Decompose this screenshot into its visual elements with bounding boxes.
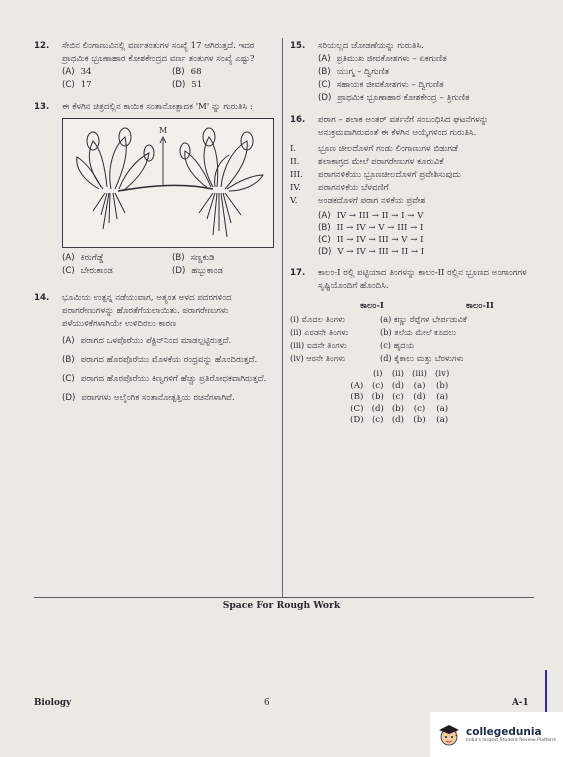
answer-row-b: (B) (b) (c) (d) (a): [350, 392, 449, 402]
question-14: [34, 292, 276, 405]
question-12: [34, 40, 276, 92]
option-c: (C) ಸಹಾಯಕ ಜೀವಕೋಶಗಳು – ದ್ವಿಗುಣಿತ: [318, 80, 444, 90]
options: [62, 252, 276, 278]
options: [318, 210, 534, 258]
match-row: (i) ಮೊದಲ ತಿಂಗಳು (a) ಕಣ್ಣು ರೆಪ್ಪೆಗಳ ಬೇರ್ಪಡುವಿಕೆ: [290, 314, 467, 324]
match-row: (iv) ಆರನೇ ತಿಂಗಳು (d) ಕೈಕಾಲು ಮತ್ತು ಬೆರಳುಗಳು: [290, 353, 464, 363]
logo-tagline: India's largest Student Review Platform: [466, 738, 557, 743]
logo-brand: collegedunia: [466, 726, 542, 738]
right-column: [290, 40, 534, 427]
option-a: (A) ಪ್ರತಿಮುಖ ಜೀವಕೋಶಗಳು – ಏಕಗುಣಿತ: [318, 54, 447, 64]
statement-ii: II. ಶಲಾಕಾಗ್ರದ ಮೇಲೆ ಪರಾಗರೇಣುಗಳ ಕೂರುವಿಕೆ: [290, 157, 444, 167]
match-row: (iii) ಐದನೇ ತಿಂಗಳು (c) ಹೃದಯ: [290, 340, 415, 350]
option-b: (B) II → IV → V → III → I: [318, 223, 424, 233]
statement-v: V. ಅಂಡಕದೊಳಗೆ ಪರಾಗ ನಳಿಕೆಯ ಪ್ರವೇಶ: [290, 196, 426, 206]
option-c: (C) II → IV → III → V → I: [318, 235, 424, 245]
option-a: (A) 34: [62, 67, 92, 77]
question-number: 15.: [290, 41, 306, 51]
question-number: 17.: [290, 268, 306, 278]
answer-row-c: (C) (d) (b) (c) (a): [350, 403, 449, 414]
option-d: (D) V → IV → III → II → I: [318, 247, 425, 257]
options: [62, 66, 276, 92]
question-number: 14.: [34, 293, 50, 303]
question-17: [290, 267, 534, 427]
option-a: (A) ಕಿರುಗೆಡ್ಡೆ: [62, 253, 104, 263]
question-16: [290, 114, 534, 258]
footer-subject: Biology: [34, 698, 72, 708]
statement-i: I. ಭ್ರೂಣ ಚೀಲದೊಳಗೆ ಗಂಡು ಲಿಂಗಾಣುಗಳ ಬಿಡುಗಡೆ: [290, 144, 458, 154]
question-text: ಸರಿಯಲ್ಲದ ಜೋಡಣೆಯನ್ನು ಗುರುತಿಸಿ.: [318, 41, 424, 51]
options: [318, 53, 534, 105]
answer-header-row: (i) (ii) (iii) (iv): [372, 369, 450, 379]
statements: [290, 143, 534, 208]
option-d: (D) ಪರಾಗಗಳು ಅಲೈಂಗಿಕ ಸಂತಾನೋತ್ಪತ್ತಿಯ ರಚನೆಗಳಾಗಿವೆ.: [62, 393, 235, 403]
water-hyacinth-illustration: [63, 119, 273, 247]
option-b: (B) ಯುಗ್ಮ – ದ್ವಿಗುಣಿತ: [318, 67, 390, 77]
question-number: 12.: [34, 41, 50, 51]
question-number: 16.: [290, 115, 306, 125]
statement-iii: III. ಪರಾಗನಳಿಕೆಯು ಭ್ರೂಣಚೀಲದೊಳಗೆ ಪ್ರವೇಶಿಸುವುದು: [290, 170, 461, 180]
match-row: (ii) ಎರಡನೇ ತಿಂಗಳು (b) ತಲೆಯ ಮೇಲೆ ಕೂದಲು: [290, 327, 457, 337]
answer-row-d: (D) (c) (d) (b) (a): [350, 415, 449, 425]
option-b: (B) 68: [172, 67, 202, 77]
options: [62, 335, 276, 405]
margin-accent-bar: [545, 670, 547, 716]
rough-work-divider: [34, 597, 534, 598]
statement-iv: IV. ಪರಾಗನಳಿಕೆಯ ಬೆಳವಣಿಗೆ: [290, 183, 389, 193]
question-15: [290, 40, 534, 105]
match-columns-header: [318, 299, 534, 313]
column-divider: [282, 38, 283, 598]
question-text: ಸೇಬಿನ ಲಿಂಗಾಣುವಿನಲ್ಲಿ ವರ್ಣತಂತುಗಳ ಸಂಖ್ಯೆ 17 ಆಗಿರುತ್ತದೆ. ಇದರ ಪ್ರಾಥಮಿಕ ಭ್ರೂಣಾಹಾರ ಕೋಶಕೇಂದ್ರದ ವರ್ಣ ತಂತುಗಳ ಸಂಖ್ಯೆ ಎಷ್ಟು?: [62, 41, 255, 64]
option-d: (D) ಪ್ರಾಥಮಿಕ ಭ್ರೂಣಾಹಾರ ಕೋಶಕೇಂದ್ರ – ತ್ರಿಗುಣಿತ: [318, 93, 470, 103]
question-text: ಭೂಮಿಯ ಉತ್ಪನ್ನ ನಡೆಯುವಾಗ, ಅತ್ಯಂತ ಅಳದ ಪದರಗಳಿಂದ ಪರಾಗರೇಣುಗಳನ್ನು ಹೊರತೆಗೆಯಲಾಯಿತು. ಪರಾಗರೇಣುಗಳು ಪಳೆಯುಳಿಕೆಗಳಾಗಿಯೇ ಉಳಿದಿರಲು ಕಾರಣ: [62, 293, 232, 329]
column-2-heading: ಕಾಲಂ-II: [466, 301, 494, 311]
left-column: [34, 40, 276, 405]
option-a: (A) IV → III → II → I → V: [318, 211, 424, 221]
option-c: (C) 17: [62, 80, 92, 90]
option-b: (B) ಪರಾಗದ ಹೊರಪೊರೆಯು ಮೊಳಕೆಯ ರಂಧ್ರವನ್ನು ಹೊಂದಿರುತ್ತದೆ.: [62, 355, 258, 365]
answer-grid: [346, 369, 453, 427]
match-rows: [290, 313, 534, 365]
question-text: ಈ ಕೆಳಗಿನ ಚಿತ್ರದಲ್ಲಿನ ಕಾಯಿಕ ಸಂತಾನೋತ್ಪಾದಕ 'M' ನ್ನು ಗುರುತಿಸಿ :: [62, 102, 253, 112]
option-d: (D) ಹಬ್ಬುಕಾಂಡ: [172, 266, 223, 276]
question-text: ಕಾಲಂ-I ರಲ್ಲಿ ಪಟ್ಟಿಯಾದ ತಿಂಗಳನ್ನು ಕಾಲಂ-II ರಲ್ಲಿನ ಭ್ರೂಣದ ಅಂಗಾಂಗಗಳ ಸೃಷ್ಟಿಯೊಂದಿಗೆ ಹೊಂದಿಸಿ.: [318, 268, 527, 291]
option-a: (A) ಪರಾಗದ ಒಳಪೊರೆಯು ಪೆಕ್ಟಿನ್‌ನಿಂದ ಮಾಡಲ್ಪಟ್ಟಿರುತ್ತದೆ.: [62, 336, 232, 346]
option-b: (B) ಸಣ್ಣಕುಡಿ: [172, 253, 215, 263]
rough-work-label: Space For Rough Work: [222, 600, 341, 611]
option-d: (D) 51: [172, 80, 203, 90]
option-c: (C) ಪರಾಗದ ಹೊರಪೊರೆಯು ಕಿಣ್ವಗಳಿಗೆ ಹೆಚ್ಚು ಪ್ರತಿರೋಧಕವಾಗಿರುತ್ತದೆ.: [62, 374, 267, 384]
question-number: 13.: [34, 102, 50, 112]
answer-row-a: (A) (c) (d) (a) (b): [350, 380, 449, 391]
option-c: (C) ಬೇರುಕಾಂಡ: [62, 266, 113, 276]
question-text: ಪರಾಗ – ಶಲಾಕ ಅಂತರ್ ವರ್ತನೆಗೆ ಸಂಬಂಧಿಸಿದ ಘಟನೆಗಳನ್ನು ಅನುಕ್ರಮವಾಗಿರುವಂತೆ ಈ ಕೆಳಗಿನ ಆಯ್ಕೆಗಳಿಂದ ಗುರುತಿಸಿ.: [318, 115, 489, 138]
graduate-avatar-icon: [436, 722, 462, 748]
footer-paper-code: A-1: [512, 698, 529, 708]
figure-label-m: M: [159, 126, 168, 135]
footer-page-number: 6: [264, 698, 270, 708]
plant-figure: [62, 118, 274, 248]
column-1-heading: ಕಾಲಂ-I: [360, 301, 384, 311]
question-13: [34, 101, 276, 278]
watermark-logo: [430, 712, 563, 757]
